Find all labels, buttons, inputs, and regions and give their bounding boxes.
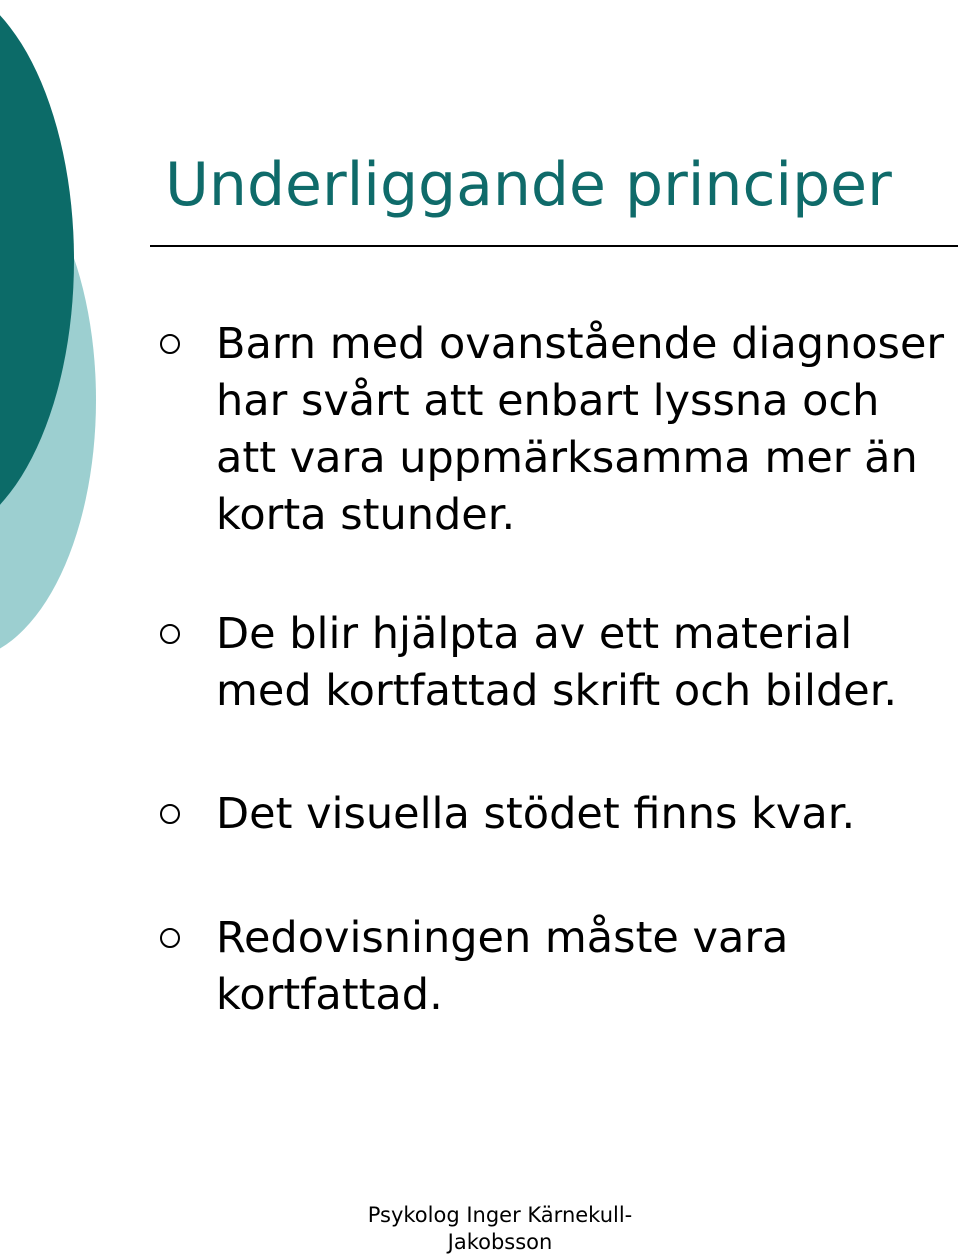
bullet-item <box>160 910 950 1024</box>
bullet-item <box>160 606 950 720</box>
bullet-line: Det visuella stödet finns kvar. <box>216 789 856 839</box>
bullet-item <box>160 786 950 843</box>
hollow-circle-bullet-icon <box>160 804 180 824</box>
slide-footer <box>340 1202 660 1256</box>
footer-line: Jakobsson <box>447 1230 553 1254</box>
footer-line: Psykolog Inger Kärnekull- <box>367 1203 633 1227</box>
decorative-shapes <box>0 0 120 660</box>
bullet-item <box>160 316 950 544</box>
title-divider <box>150 245 958 247</box>
bullet-line: korta stunder. <box>216 490 516 540</box>
slide-title: Underliggande principer <box>165 150 892 220</box>
bullet-line: Redovisningen måste vara <box>216 913 789 963</box>
bullet-line: Barn med ovanstående diagnoser <box>216 319 945 369</box>
bullet-line: med kortfattad skrift och bilder. <box>216 666 898 716</box>
bullet-text <box>216 316 944 544</box>
bullet-text <box>216 786 855 843</box>
bullet-line: att vara uppmärksamma mer än <box>216 433 918 483</box>
bullet-line: De blir hjälpta av ett material <box>216 609 853 659</box>
hollow-circle-bullet-icon <box>160 624 180 644</box>
bullet-line: kortfattad. <box>216 970 443 1020</box>
bullet-text <box>216 606 897 720</box>
hollow-circle-bullet-icon <box>160 928 180 948</box>
hollow-circle-bullet-icon <box>160 334 180 354</box>
bullet-line: har svårt att enbart lyssna och <box>216 376 880 426</box>
bullet-text <box>216 910 788 1024</box>
